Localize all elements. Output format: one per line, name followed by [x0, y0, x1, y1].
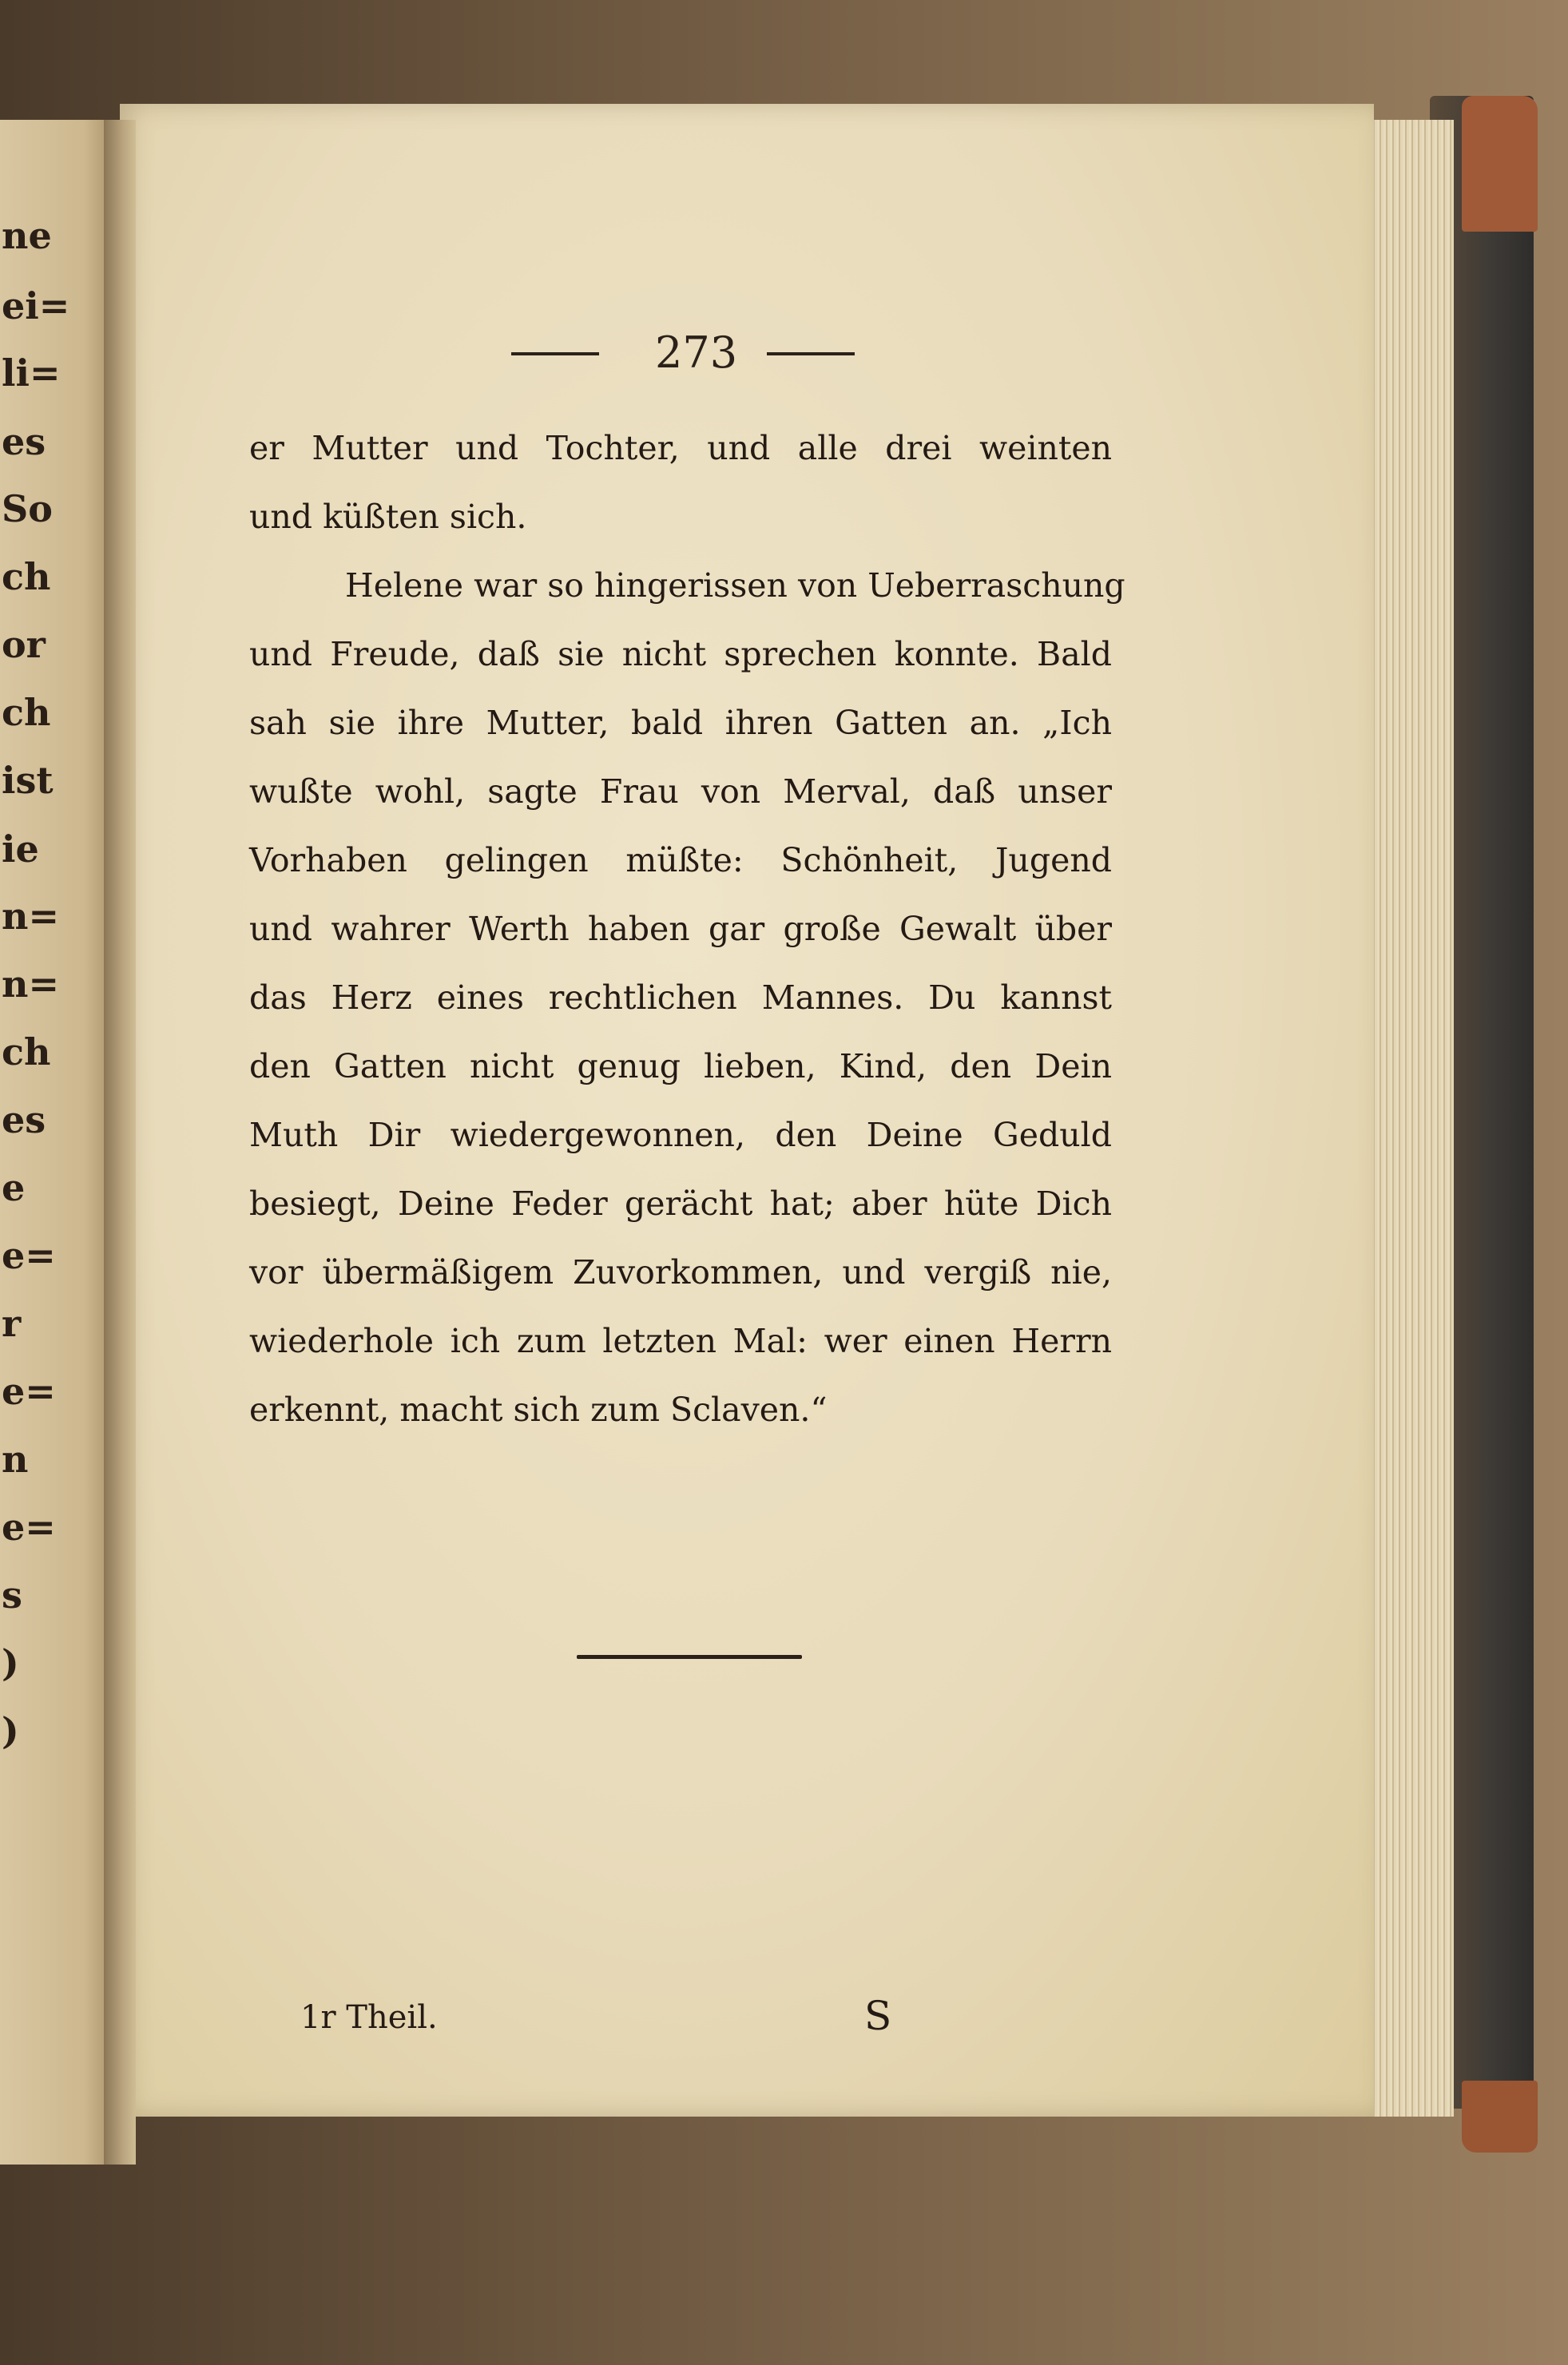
left-page-fragment: es [2, 420, 46, 463]
text-line: wiederhole ich zum letzten Mal: wer einen Herrn [249, 1322, 1112, 1360]
text-line: er Mutter und Tochter, und alle drei weinten [249, 429, 1112, 467]
left-page-fragment: es [2, 1098, 46, 1141]
text-line: besiegt, Deine Feder gerächt hat; aber hüte Dich [249, 1184, 1112, 1223]
left-page-fragment: e [2, 1166, 26, 1209]
left-page-fragment: or [2, 623, 46, 666]
left-page-fragment: ch [2, 1030, 51, 1073]
left-page-fragment: ne [2, 214, 52, 257]
left-page-fragment: r [2, 1302, 22, 1345]
left-page-fragment: ) [2, 1709, 19, 1752]
page-number: 273 [655, 327, 738, 378]
left-page-fragment: e= [2, 1370, 56, 1413]
cover-corner-top [1462, 96, 1538, 232]
signature-mark: 1r Theil. [300, 1999, 438, 2036]
left-page-fragment: li= [2, 351, 61, 395]
left-page-fragment: e= [2, 1234, 56, 1277]
cover-corner-bottom [1462, 2081, 1538, 2153]
text-line: und Freude, daß sie nicht sprechen konnte. Bald [249, 635, 1112, 673]
text-line: das Herz eines rechtlichen Mannes. Du kannst [249, 978, 1112, 1017]
text-line: Helene war so hingerissen von Ueberraschung [345, 566, 1125, 605]
book-gutter [104, 120, 136, 2165]
body-text [249, 414, 1125, 1444]
text-line: sah sie ihre Mutter, bald ihren Gatten an. „Ich [249, 704, 1112, 742]
text-line: den Gatten nicht genug lieben, Kind, den Dein [249, 1047, 1112, 1085]
left-page-fragment: s [2, 1573, 22, 1617]
left-page-fragment: ei= [2, 284, 70, 327]
header-dash-right [767, 352, 855, 355]
header-dash-left [511, 352, 599, 355]
left-page-fragment: n= [2, 962, 59, 1006]
end-rule [577, 1655, 802, 1659]
left-page [0, 120, 120, 2165]
left-page-fragment: ie [2, 827, 39, 871]
signature-letter: S [864, 1993, 892, 2039]
text-line: und wahrer Werth haben gar große Gewalt über [249, 910, 1112, 948]
left-page-fragment: ist [2, 759, 54, 802]
left-page-fragment: ) [2, 1641, 19, 1684]
left-page-fragment: So [2, 487, 53, 530]
text-line: Muth Dir wiedergewonnen, den Deine Geduld [249, 1116, 1112, 1154]
text-line: Vorhaben gelingen müßte: Schönheit, Jugend [249, 841, 1112, 879]
text-line: und küßten sich. [249, 498, 527, 536]
text-line: wußte wohl, sagte Frau von Merval, daß unser [249, 772, 1112, 811]
left-page-fragment: n [2, 1438, 29, 1481]
left-page-fragment: ch [2, 555, 51, 598]
left-page-fragment: ch [2, 691, 51, 734]
left-page-fragment: n= [2, 895, 59, 938]
text-line: erkennt, macht sich zum Sclaven.“ [249, 1391, 828, 1429]
left-page-fragment: e= [2, 1506, 56, 1549]
text-line: vor übermäßigem Zuvorkommen, und vergiß nie, [249, 1253, 1112, 1292]
